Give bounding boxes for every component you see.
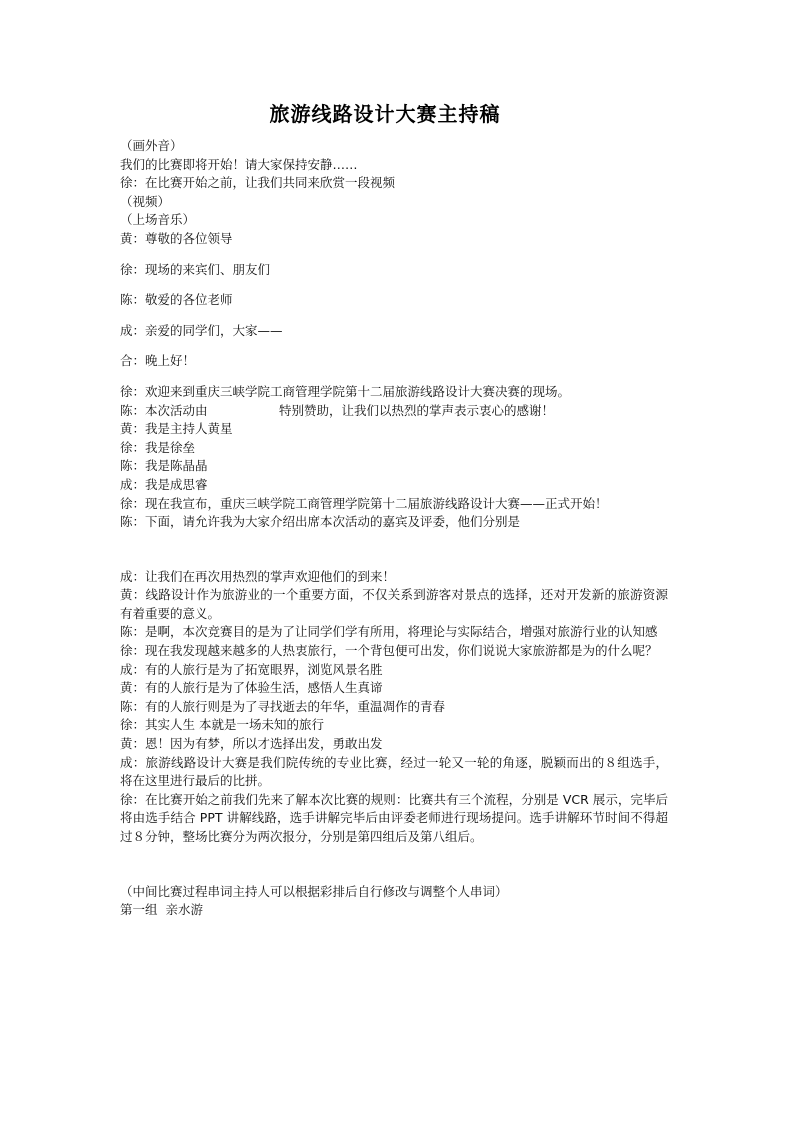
text-line: 陈：本次活动由 特别赞助，让我们以热烈的掌声表示衷心的感谢！ xyxy=(120,402,555,418)
text-line: 第一组 亲水游 xyxy=(120,902,203,918)
text-line: （视频） xyxy=(120,193,171,209)
text-line: 徐：在比赛开始之前我们先来了解本次比赛的规则：比赛共有三个流程，分别是 VCR 展示，完毕后将由选手结合 PPT 讲解线路，选手讲解完毕后由评委老师进行现场提问。选手讲解环节时间不得超过８分钟，整场比赛分为两次报分，分别是第四组后及第八组后。 xyxy=(120,791,668,844)
text-line: （上场音乐） xyxy=(120,212,196,228)
text-line: 徐：现在我发现越来越多的人热衷旅行，一个背包便可出发，你们说说大家旅游都是为的什么呢？ xyxy=(120,643,658,659)
text-line: 陈：下面，请允许我为大家介绍出席本次活动的嘉宾及评委，他们分别是 xyxy=(120,514,521,530)
text-line: 黄：尊敬的各位领导 xyxy=(120,230,233,246)
spacer xyxy=(120,847,668,883)
spacer xyxy=(120,310,668,322)
text-line: 徐：现在我宣布，重庆三峡学院工商管理学院第十二届旅游线路设计大赛——正式开始！ xyxy=(120,495,608,511)
text-line: 陈：我是陈晶晶 xyxy=(120,458,208,474)
text-line: 徐：欢迎来到重庆三峡学院工商管理学院第十二届旅游线路设计大赛决赛的现场。 xyxy=(120,383,571,399)
document-title: 旅游线路设计大赛主持稿 xyxy=(269,102,501,126)
text-line: 徐：我是徐垒 xyxy=(120,439,196,455)
text-line: 黄：有的人旅行是为了体验生活，感悟人生真谛 xyxy=(120,680,383,696)
text-line: 徐：其实人生 本就是一场未知的旅行 xyxy=(120,717,324,733)
text-line: 成：有的人旅行是为了拓宽眼界，浏览风景名胜 xyxy=(120,661,383,677)
spacer xyxy=(120,249,668,261)
spacer xyxy=(120,371,668,383)
text-line: 陈：敬爱的各位老师 xyxy=(120,292,233,308)
spacer xyxy=(120,532,668,568)
spacer xyxy=(120,279,668,291)
script-body xyxy=(120,137,668,920)
text-line: 黄：恩！因为有梦，所以才选择出发，勇敢出发 xyxy=(120,736,383,752)
text-line: 成：亲爱的同学们，大家—— xyxy=(120,322,283,338)
text-line: 成：旅游线路设计大赛是我们院传统的专业比赛，经过一轮又一轮的角逐，脱颖而出的８组选手，将在这里进行最后的比拼。 xyxy=(120,754,668,789)
text-line: 陈：是啊，本次竞赛目的是为了让同学们学有所用，将理论与实际结合，增强对旅游行业的认知感 xyxy=(120,624,658,640)
text-line: （中间比赛过程串词主持人可以根据彩排后自行修改与调整个人串词） xyxy=(120,883,508,899)
spacer xyxy=(120,340,668,352)
text-line: 合：晚上好！ xyxy=(120,353,196,369)
text-line: （画外音） xyxy=(120,138,183,153)
text-line: 陈：有的人旅行则是为了寻找逝去的年华，重温凋作的青春 xyxy=(120,698,446,714)
text-line: 徐：现场的来宾们、朋友们 xyxy=(120,261,271,277)
text-line: 成：我是成思睿 xyxy=(120,476,208,492)
text-line: 成：让我们在再次用热烈的掌声欢迎他们的到来！ xyxy=(120,568,396,584)
text-line: 黄：线路设计作为旅游业的一个重要方面，不仅关系到游客对景点的选择，还对开发新的旅游资源有着重要的意义。 xyxy=(120,587,668,621)
text-line: 黄：我是主持人黄星 xyxy=(120,421,233,437)
text-line: 徐：在比赛开始之前，让我们共同来欣赏一段视频 xyxy=(120,175,396,191)
text-line: 我们的比赛即将开始！请大家保持安静…… xyxy=(120,156,358,172)
